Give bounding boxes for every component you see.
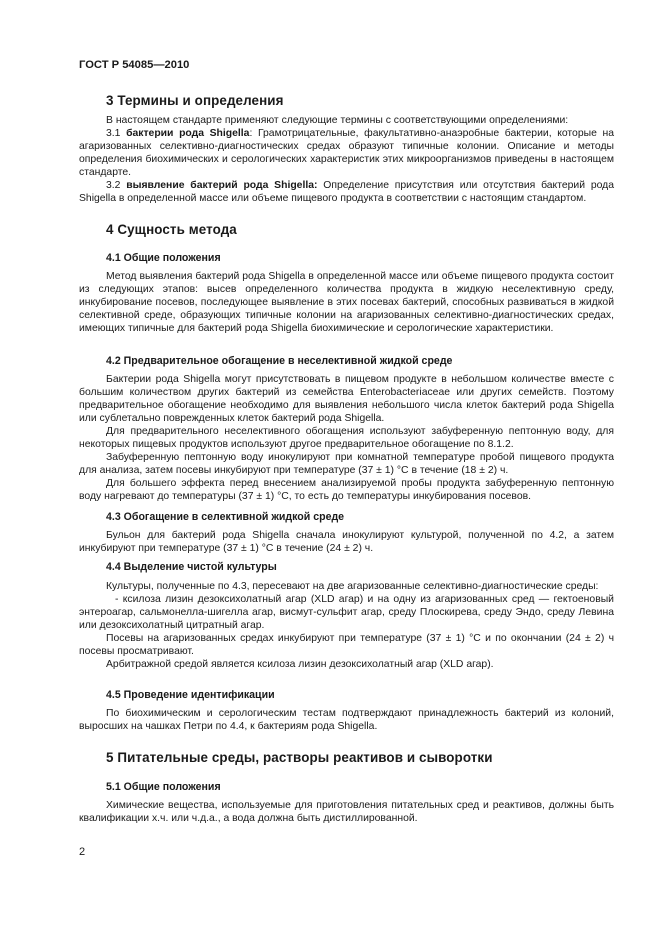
term-3-2-number: 3.2 [106, 180, 127, 191]
section-3-body [79, 114, 614, 205]
section-4-2-title: 4.2 Предварительное обогащение в неселективной жидкой среде [106, 355, 453, 367]
section-5-1-body [79, 799, 614, 825]
term-3-1-term: бактерии рода Shigella [126, 128, 250, 139]
list-item: - ксилоза лизин дезоксихолатный агар (XLD агар) и на одну из агаризованных сред — гектоеновый энтероагар, сальмонелла-шигелла агар, висмут-сульфит агар, среду Плоскирева, среду Эндо, среду Левина или дезоксихолатный цитратный агар. [79, 594, 614, 631]
paragraph: Для большего эффекта перед внесением анализируемой пробы продукта забуференную пептонную воду нагревают до температуры (37 ± 1) °С, то есть до температуры инкубирования посевов. [79, 478, 614, 502]
section-4-1-body [79, 270, 614, 335]
section-3-intro: В настоящем стандарте применяют следующие термины с соответствующими определениями: [106, 115, 569, 126]
paragraph: Химические вещества, используемые для приготовления питательных сред и реактивов, должны быть квалификации х.ч. или ч.д.а., а вода должна быть дистиллированной. [79, 800, 614, 824]
paragraph: Для предварительного неселективного обогащения используют забуференную пептонную воду, для некоторых пищевых продуктов используют другое предварительное обогащение по 8.1.2. [79, 426, 614, 450]
document-header: ГОСТ Р 54085—2010 [79, 59, 190, 71]
section-5-title: 5 Питательные среды, растворы реактивов и сыворотки [106, 750, 493, 765]
term-3-2-term: выявление бактерий рода Shigella: [126, 180, 318, 191]
section-4-1-title: 4.1 Общие положения [106, 252, 221, 264]
paragraph: Посевы на агаризованных средах инкубируют при температуре (37 ± 1) °С и по окончании (24 ± 2) ч посевы просматривают. [79, 633, 614, 657]
section-4-2-body [79, 373, 614, 503]
page-number: 2 [79, 846, 86, 858]
term-3-2 [79, 179, 614, 205]
section-4-3-title: 4.3 Обогащение в селективной жидкой среде [106, 511, 345, 523]
paragraph: Метод выявления бактерий рода Shigella в определенной массе или объеме пищевого продукта состоит из следующих этапов: высев определенного количества продукта в жидкую неселективную среду, инкубирование посевов, последующее выявление в этих посевах бактерий, способных развиваться в жидкой селективной среде, образующих типичные колонии на агаризованных селективно-диагностических средах, имеющих типичные для бактерий рода Shigella биохимические и серологические характеристики. [79, 271, 614, 334]
term-3-2-definition: Определение присутствия или отсутствия бактерий рода Shigella в определенной массе или объеме пищевого продукта в соответствии с настоящим стандартом. [79, 180, 614, 204]
section-3-title: 3 Термины и определения [106, 93, 284, 108]
paragraph: Арбитражной средой является ксилоза лизин дезоксихолатный агар (XLD агар). [106, 659, 494, 670]
section-4-5-body [79, 707, 614, 733]
section-4-5-title: 4.5 Проведение идентификации [106, 689, 275, 701]
paragraph: Бактерии рода Shigella могут присутствовать в пищевом продукте в небольшом количестве вместе с большим количеством других бактерий из семейства Enterobacteriaceae или других семейств. Поэтому предварительное обогащение необходимо для выявления небольшого числа клеток бактерий рода Shigella или сублетально поврежденных клеток бактерий рода Shigella. [79, 374, 614, 424]
section-5-1-title: 5.1 Общие положения [106, 781, 221, 793]
section-4-3-body [79, 529, 614, 555]
section-4-4-body [79, 580, 614, 671]
term-3-1-number: 3.1 [106, 128, 127, 139]
term-3-1-definition: : Грамотрицательные, факультативно-анаэробные бактерии, которые на агаризованных селективно-диагностических средах образуют типичные колонии. Описание и методы определения биохимических и серологических характеристик этих микроорганизмов приведены в настоящем стандарте. [79, 128, 614, 178]
term-3-1 [79, 127, 614, 179]
paragraph: По биохимическим и серологическим тестам подтверждают принадлежность бактерий из колоний, выросших на чашках Петри по 4.4, к бактериям рода Shigella. [79, 708, 614, 732]
section-4-title: 4 Сущность метода [106, 222, 237, 237]
section-4-4-title: 4.4 Выделение чистой культуры [106, 561, 277, 573]
paragraph: Забуференную пептонную воду инокулируют при комнатной температуре пробой пищевого продукта для анализа, затем посевы инкубируют при температуре (37 ± 1) °С в течение (18 ± 2) ч. [79, 452, 614, 476]
paragraph: Бульон для бактерий рода Shigella сначала инокулируют культурой, полученной по 4.2, а затем инкубируют при температуре (37 ± 1) °С в течение (24 ± 2) ч. [79, 530, 614, 554]
paragraph: Культуры, полученные по 4.3, пересевают на две агаризованные селективно-диагностические среды: [106, 581, 599, 592]
